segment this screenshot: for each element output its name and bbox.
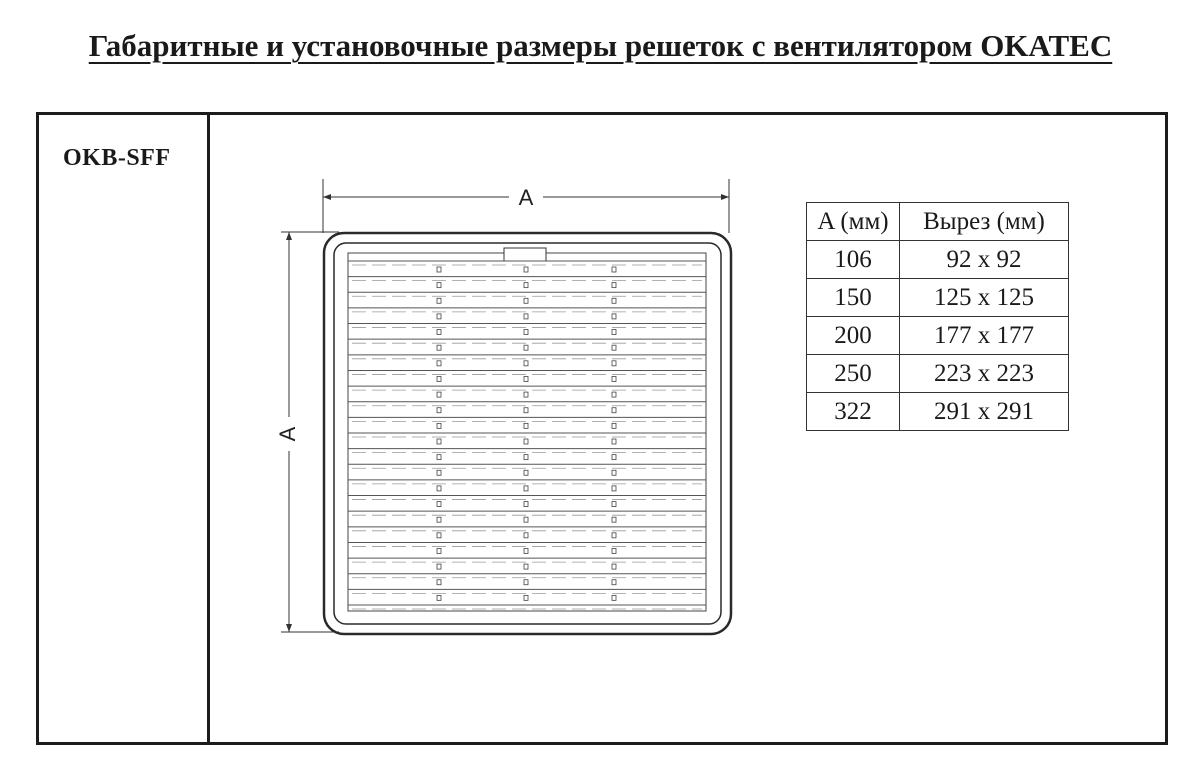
louver-rib <box>524 330 528 335</box>
louver-rib <box>524 486 528 491</box>
louver-rib <box>437 533 441 538</box>
louver-rib <box>612 314 616 319</box>
louver-rib <box>612 330 616 335</box>
louver-rib <box>612 283 616 288</box>
louver-rib <box>437 361 441 366</box>
header-a: A (мм) <box>807 203 900 241</box>
louver-rib <box>437 486 441 491</box>
table-row <box>807 241 1069 279</box>
louver-rib <box>437 392 441 397</box>
louver-rib <box>612 423 616 428</box>
table-row <box>807 355 1069 393</box>
model-name: OKB-SFF <box>63 145 171 171</box>
louver-rib <box>612 470 616 475</box>
louver-rib <box>612 345 616 350</box>
spec-frame <box>36 112 1168 745</box>
louver-rib <box>612 580 616 585</box>
louver-rib <box>524 361 528 366</box>
louver-rib <box>524 283 528 288</box>
louver-rib <box>437 595 441 600</box>
louver-rib <box>612 408 616 413</box>
louver-rib <box>612 548 616 553</box>
louver-rib <box>437 517 441 522</box>
louver-rib <box>524 423 528 428</box>
louver-rib <box>612 564 616 569</box>
louver-rib <box>612 455 616 460</box>
louver-rib <box>437 345 441 350</box>
size-table <box>806 202 1069 431</box>
louver-rib <box>612 298 616 303</box>
arrow-down <box>286 624 292 632</box>
louver-rib <box>524 502 528 507</box>
louver-rib <box>437 502 441 507</box>
louver-rib <box>612 376 616 381</box>
louver-rib <box>612 595 616 600</box>
grille-louver-area <box>348 253 706 611</box>
louver-rib <box>437 455 441 460</box>
cell-a: 322 <box>807 393 900 431</box>
louver-rib <box>524 470 528 475</box>
louver-rib <box>437 439 441 444</box>
cell-a: 150 <box>807 279 900 317</box>
louver-rib <box>612 267 616 272</box>
louver-rib <box>524 314 528 319</box>
cell-cutout: 177 x 177 <box>900 317 1069 355</box>
louver-rib <box>612 439 616 444</box>
louver-rib <box>437 376 441 381</box>
louver-rib <box>612 502 616 507</box>
louver-rib <box>437 408 441 413</box>
table-row <box>807 317 1069 355</box>
louver-rib <box>524 517 528 522</box>
louver-rib <box>612 392 616 397</box>
cell-a: 200 <box>807 317 900 355</box>
louver-rib <box>437 330 441 335</box>
size-table-header <box>807 203 1069 241</box>
table-row <box>807 393 1069 431</box>
louver-rib <box>437 314 441 319</box>
louver-rib <box>524 298 528 303</box>
table-row <box>807 279 1069 317</box>
cell-cutout: 291 x 291 <box>900 393 1069 431</box>
louver-rib <box>437 564 441 569</box>
louver-rib <box>524 267 528 272</box>
louver-rib <box>437 298 441 303</box>
louver-rib <box>524 345 528 350</box>
dim-label-top: A <box>518 185 534 210</box>
louver-rib <box>437 267 441 272</box>
louver-rib <box>524 392 528 397</box>
arrow-left <box>323 194 331 200</box>
louver-rib <box>524 564 528 569</box>
louver-rib <box>612 486 616 491</box>
louver-rib <box>524 548 528 553</box>
cell-cutout: 92 x 92 <box>900 241 1069 279</box>
arrow-up <box>286 232 292 240</box>
louver-rib <box>612 517 616 522</box>
louver-rib <box>612 533 616 538</box>
louver-rib <box>524 408 528 413</box>
louver-slats <box>348 261 706 609</box>
louver-rib <box>437 580 441 585</box>
page-title: Габаритные и установочные размеры решеток с вентилятором OKATEC <box>88 28 1113 63</box>
cell-a: 250 <box>807 355 900 393</box>
louver-rib <box>524 376 528 381</box>
louver-rib <box>524 455 528 460</box>
cell-a: 106 <box>807 241 900 279</box>
louver-rib <box>437 470 441 475</box>
cell-cutout: 125 x 125 <box>900 279 1069 317</box>
louver-rib <box>524 439 528 444</box>
louver-rib <box>437 423 441 428</box>
louver-rib <box>524 580 528 585</box>
header-cutout: Вырез (мм) <box>900 203 1069 241</box>
louver-rib <box>437 548 441 553</box>
louver-rib <box>437 283 441 288</box>
arrow-right <box>721 194 729 200</box>
dim-label-left: A <box>275 426 300 442</box>
grille-clip <box>504 248 546 261</box>
cell-cutout: 223 x 223 <box>900 355 1069 393</box>
louver-rib <box>524 533 528 538</box>
louver-rib <box>612 361 616 366</box>
louver-rib <box>524 595 528 600</box>
